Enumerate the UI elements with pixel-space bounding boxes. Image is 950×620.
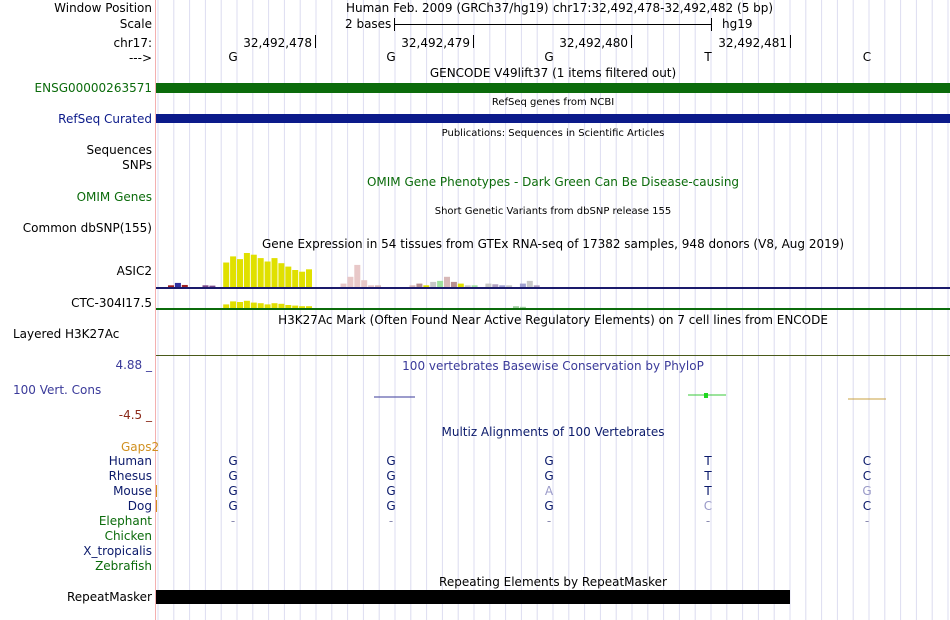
- phylop-min: -4.5 _: [118, 408, 152, 422]
- h3k27ac-baseline: [156, 355, 950, 356]
- gtex-asic2-bar: [285, 267, 291, 287]
- alignment-base: -: [230, 514, 236, 528]
- alignment-base: -: [864, 514, 870, 528]
- strand-label: --->: [128, 51, 152, 65]
- repeatmasker-feature[interactable]: [156, 590, 790, 604]
- gencode-item-label[interactable]: ENSG00000263571: [34, 81, 152, 95]
- h3k27ac-label[interactable]: Layered H3K27Ac: [13, 327, 120, 341]
- gtex-asic2-bar: [223, 263, 229, 287]
- gtex-ctc-bar: [306, 306, 312, 308]
- alignment-base: G: [386, 454, 396, 468]
- window-position-label: Window Position: [54, 1, 152, 15]
- phylop-max: 4.88 _: [115, 358, 152, 372]
- alignment-base: C: [862, 469, 872, 483]
- gtex-asic2-bar: [368, 285, 374, 287]
- phylop-title: 100 vertebrates Basewise Conservation by PhyloP: [402, 359, 704, 373]
- scale-label: Scale: [119, 17, 152, 31]
- gtex-expression-plot[interactable]: [156, 250, 950, 312]
- gtex-ctc-bar: [272, 303, 278, 308]
- gtex-ctc-bar: [265, 304, 271, 308]
- gtex-asic2-bar: [341, 284, 347, 287]
- gtex-asic2-bar: [472, 285, 478, 287]
- gtex-ctc-bar: [230, 301, 236, 308]
- species-label-zebrafish[interactable]: Zebrafish: [95, 559, 152, 573]
- alignment-base: -: [546, 514, 552, 528]
- species-label-dog[interactable]: Dog: [127, 499, 152, 513]
- scale-bar: [394, 24, 712, 25]
- alignment-base: G: [386, 499, 396, 513]
- alignment-base: G: [386, 469, 396, 483]
- gap-marker: [156, 485, 157, 497]
- alignment-base: G: [862, 484, 872, 498]
- assembly-title: Human Feb. 2009 (GRCh37/hg19): [346, 1, 549, 15]
- alignment-base: A: [544, 484, 554, 498]
- gtex-title: Gene Expression in 54 tissues from GTEx RNA-seq of 17382 samples, 948 donors (V8, Aug 2019): [261, 237, 845, 251]
- gtex-asic2-bar: [458, 284, 464, 287]
- species-label-elephant[interactable]: Elephant: [98, 514, 152, 528]
- gtex-asic2-label[interactable]: ASIC2: [116, 264, 152, 278]
- species-label-rhesus[interactable]: Rhesus: [108, 469, 152, 483]
- alignment-base: T: [704, 454, 712, 468]
- alignment-base: G: [228, 499, 238, 513]
- gtex-ctc-bar: [278, 304, 284, 308]
- multiz-gaps-label: Gaps2: [121, 440, 160, 454]
- gtex-asic2-bar: [492, 284, 498, 287]
- gencode-title: GENCODE V49lift37 (1 items filtered out): [429, 66, 677, 80]
- gtex-asic2-bar: [485, 284, 491, 287]
- gtex-asic2-bar: [499, 285, 505, 287]
- dbsnp-label[interactable]: Common dbSNP(155): [22, 221, 152, 235]
- species-label-human[interactable]: Human: [108, 454, 152, 468]
- gtex-asic2-bar: [278, 263, 284, 287]
- gtex-asic2-bar: [182, 285, 188, 287]
- gtex-asic2-bar: [292, 270, 298, 287]
- gtex-asic2-bar: [520, 284, 526, 287]
- species-label-mouse[interactable]: Mouse: [113, 484, 152, 498]
- coordinate-label: 32,492,480: [559, 36, 628, 50]
- alignment-base: G: [544, 469, 554, 483]
- coordinate-label: 32,492,479: [401, 36, 470, 50]
- gtex-asic2-bar: [444, 277, 450, 287]
- gtex-ctc-bar: [513, 306, 519, 308]
- gtex-asic2-bar: [203, 285, 209, 287]
- gtex-asic2-bar: [175, 283, 181, 287]
- alignment-base: C: [862, 454, 872, 468]
- reference-base: G: [544, 50, 554, 64]
- alignment-base: T: [704, 469, 712, 483]
- phylop-mark-2-peak: [704, 393, 708, 398]
- alignment-base: G: [228, 454, 238, 468]
- reference-base: G: [228, 50, 238, 64]
- reference-base: T: [704, 50, 712, 64]
- gtex-asic2-bar: [230, 256, 236, 287]
- refseq-title: RefSeq genes from NCBI: [491, 97, 615, 108]
- alignment-base: -: [705, 514, 711, 528]
- alignment-base: G: [386, 484, 396, 498]
- gtex-asic2-bar: [465, 285, 471, 287]
- h3k27ac-title: H3K27Ac Mark (Often Found Near Active Regulatory Elements) on 7 cell lines from ENCODE: [278, 313, 828, 327]
- species-label-x_tropicalis[interactable]: X_tropicalis: [83, 544, 152, 558]
- position-text[interactable]: chr17:32,492,478-32,492,482 (5 bp): [553, 1, 774, 15]
- omim-label[interactable]: OMIM Genes: [76, 190, 152, 204]
- gtex-ctc-bar: [520, 307, 526, 308]
- gtex-asic2-bar: [410, 285, 416, 287]
- phylop-label[interactable]: 100 Vert. Cons: [13, 383, 102, 397]
- gtex-asic2-bar: [506, 285, 512, 287]
- gtex-ctc-bar: [237, 302, 243, 308]
- alignment-base: G: [228, 484, 238, 498]
- gtex-asic2-bar: [361, 280, 367, 287]
- gencode-feature[interactable]: [156, 83, 950, 93]
- coordinate-tick: [631, 35, 632, 48]
- gtex-ctc-bar: [299, 306, 305, 308]
- publications-title: Publications: Sequences in Scientific Articles: [441, 128, 665, 139]
- gtex-ctc-bar: [251, 303, 257, 308]
- chrom-label: chr17:: [113, 36, 152, 50]
- gtex-ctc-bar: [223, 304, 229, 308]
- gtex-asic2-bar: [437, 281, 443, 287]
- publications-snps-label[interactable]: SNPs: [122, 158, 152, 172]
- gtex-asic2-bar: [299, 272, 305, 287]
- coordinate-label: 32,492,478: [243, 36, 312, 50]
- alignment-base: G: [544, 454, 554, 468]
- gap-marker: [156, 500, 157, 512]
- coordinate-tick: [315, 35, 316, 48]
- gtex-asic2-bar: [258, 258, 264, 287]
- gtex-asic2-bar: [430, 282, 436, 287]
- gtex-asic2-bar: [209, 286, 215, 287]
- gtex-asic2-bar: [272, 258, 278, 287]
- reference-base: C: [862, 50, 872, 64]
- gtex-asic2-bar: [244, 253, 250, 287]
- coordinate-tick: [790, 35, 791, 48]
- gtex-asic2-bar: [265, 262, 271, 288]
- alignment-base: G: [228, 469, 238, 483]
- gtex-asic2-bar: [354, 265, 360, 287]
- scale-db: hg19: [722, 17, 753, 31]
- gtex-asic2-bar: [306, 269, 312, 287]
- gtex-asic2-bar: [416, 284, 422, 287]
- scale-text: 2 bases: [345, 17, 392, 31]
- phylop-plot[interactable]: [156, 385, 950, 405]
- gtex-asic2-bar: [451, 282, 457, 287]
- omim-title: OMIM Gene Phenotypes - Dark Green Can Be Disease-causing: [366, 175, 740, 189]
- scale-bar-right-tick: [711, 18, 712, 31]
- gtex-asic2-bar: [168, 285, 174, 287]
- multiz-title: Multiz Alignments of 100 Vertebrates: [441, 425, 665, 439]
- scale-bar-left-tick: [394, 18, 395, 31]
- coordinate-tick: [473, 35, 474, 48]
- refseq-label[interactable]: RefSeq Curated: [58, 112, 152, 126]
- dbsnp-title: Short Genetic Variants from dbSNP release 155: [434, 206, 672, 217]
- gtex-asic2-bar: [534, 285, 540, 287]
- alignment-base: G: [544, 499, 554, 513]
- gtex-asic2-bar: [347, 277, 353, 287]
- species-label-chicken[interactable]: Chicken: [104, 529, 152, 543]
- repeatmasker-title: Repeating Elements by RepeatMasker: [439, 575, 667, 589]
- gtex-asic2-bar: [527, 281, 533, 287]
- gtex-asic2-bar: [251, 255, 257, 287]
- gtex-ctc-bar: [285, 305, 291, 308]
- repeatmasker-label[interactable]: RepeatMasker: [66, 590, 152, 604]
- gtex-ctc-label[interactable]: CTC-304I17.5: [71, 296, 152, 310]
- publications-sequences-label[interactable]: Sequences: [86, 143, 152, 157]
- gtex-ctc-bar: [292, 306, 298, 308]
- gtex-asic2-bar: [423, 285, 429, 287]
- refseq-feature[interactable]: [156, 114, 950, 123]
- reference-base: G: [386, 50, 396, 64]
- alignment-base: C: [862, 499, 872, 513]
- alignment-base: T: [704, 484, 712, 498]
- coordinate-label: 32,492,481: [718, 36, 787, 50]
- gtex-ctc-bar: [244, 301, 250, 308]
- gtex-asic2-bar: [375, 285, 381, 287]
- gtex-asic2-bar: [237, 259, 243, 287]
- alignment-base: -: [388, 514, 394, 528]
- gtex-ctc-bar: [258, 303, 264, 308]
- alignment-base: C: [703, 499, 713, 513]
